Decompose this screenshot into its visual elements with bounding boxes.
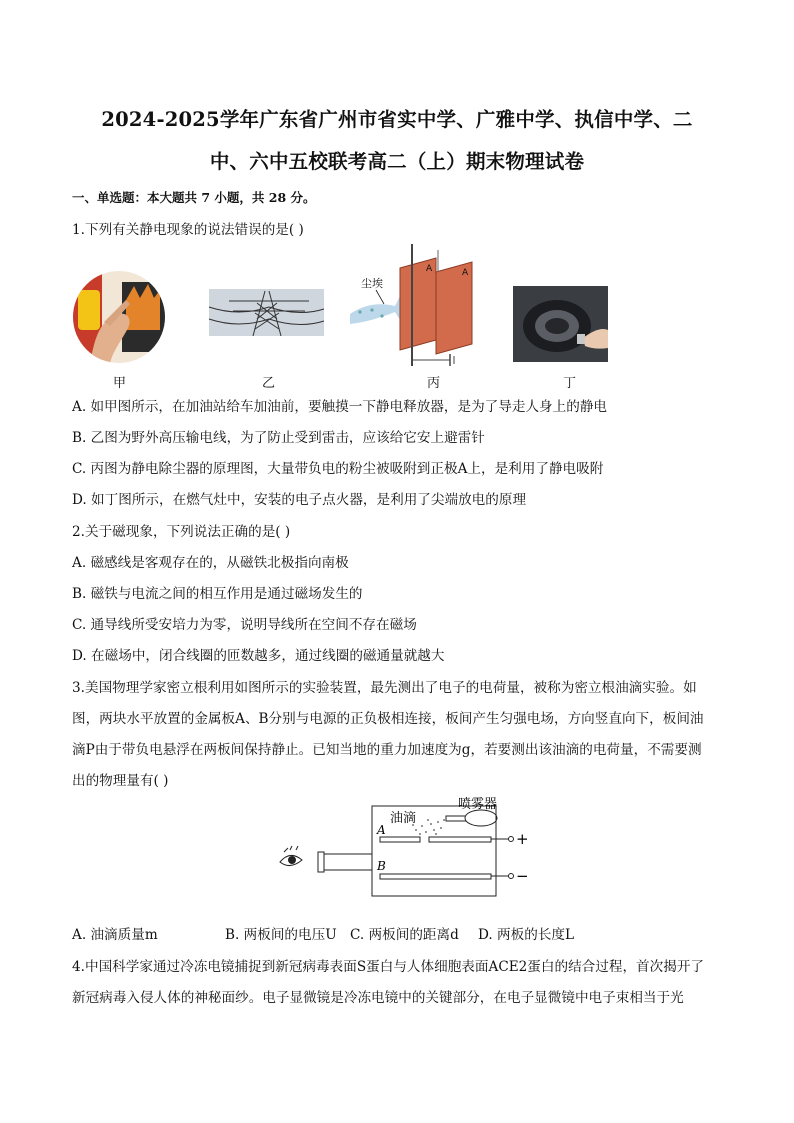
figure-jia-image [72,270,166,364]
q3-stem-line3: 滴P由于带负电悬浮在两板间保持静止。已知当地的重力加速度为g，若要测出该油滴的电荷量，不需要测 [72,742,702,758]
negative-terminal-label: − [516,867,529,885]
q3-option-c: C. 两板间的距离d [350,927,459,943]
q2-option-d: D. 在磁场中，闭合线圈的匝数越多，通过线圈的磁通量就越大 [72,648,445,664]
q3-stem-line4: 出的物理量有( ) [72,773,169,789]
plate-b-label: B [377,859,386,873]
plate-a-label-2: A [462,268,469,278]
q1-option-b: B. 乙图为野外高压输电线，为了防止受到雷击，应该给它安上避雷针 [72,430,485,446]
q3-stem-line1: 3.美国物理学家密立根利用如图所示的实验装置，最先测出了电子的电荷量，被称为密立根油滴实验。如 [72,680,697,696]
figure-yi-image [209,289,324,336]
q1-stem: 1.下列有关静电现象的说法错误的是( ) [72,222,304,238]
q2-option-c: C. 通导线所受安培力为零，说明导线所在空间不存在磁场 [72,617,417,633]
q1-option-a: A. 如甲图所示，在加油站给车加油前，要触摸一下静电释放器，是为了导走人身上的静电 [72,399,608,415]
q2-option-a: A. 磁感线是客观存在的，从磁铁北极指向南极 [72,555,349,571]
caption-yi: 乙 [262,376,276,391]
caption-jia: 甲 [113,376,127,391]
exam-title-line2: 中、六中五校联考高二（上）期末物理试卷 [209,150,585,173]
q1-option-d: D. 如丁图所示，在燃气灶中，安装的电子点火器，是利用了尖端放电的原理 [72,492,527,508]
section-heading: 一、单选题：本大题共 7 小题，共 28 分。 [72,190,316,205]
q3-option-a: A. 油滴质量m [72,927,158,943]
q3-option-b: B. 两板间的电压U [225,927,337,943]
caption-ding: 丁 [563,376,577,391]
oil-drop-label: 油滴 [390,811,417,826]
exam-title-line1: 2024-2025学年广东省广州市省实中学、广雅中学、执信中学、二 [101,108,693,131]
q3-stem-line2: 图，两块水平放置的金属板A、B分别与电源的正负极相连接，板间产生匀强电场，方向竖直向下，板间油 [72,711,704,727]
figure-ding-image [513,286,608,362]
q1-option-c: C. 丙图为静电除尘器的原理图，大量带负电的粉尘被吸附到正极A上，是利用了静电吸附 [72,461,604,477]
q2-stem: 2.关于磁现象，下列说法正确的是( ) [72,524,291,540]
positive-terminal-label: + [516,830,529,848]
q4-stem-line1: 4.中国科学家通过冷冻电镜捕捉到新冠病毒表面S蛋白与人体细胞表面ACE2蛋白的结合过程，首次揭开了 [72,959,705,975]
caption-bing: 丙 [427,376,441,391]
plate-a-label: A [377,823,386,837]
sprayer-label: 喷雾器 [458,797,498,812]
q4-stem-line2: 新冠病毒入侵人体的神秘面纱。电子显微镜是冷冻电镜中的关键部分，在电子显微镜中电子束相当于光 [72,990,684,1006]
figure-bing-image [350,240,475,368]
q2-option-b: B. 磁铁与电流之间的相互作用是通过磁场发生的 [72,586,363,602]
plate-a-label-1: A [426,264,433,274]
q3-option-d: D. 两板的长度L [478,927,575,943]
millikan-apparatus-figure [276,792,529,900]
dust-label: 尘埃 [361,277,383,290]
